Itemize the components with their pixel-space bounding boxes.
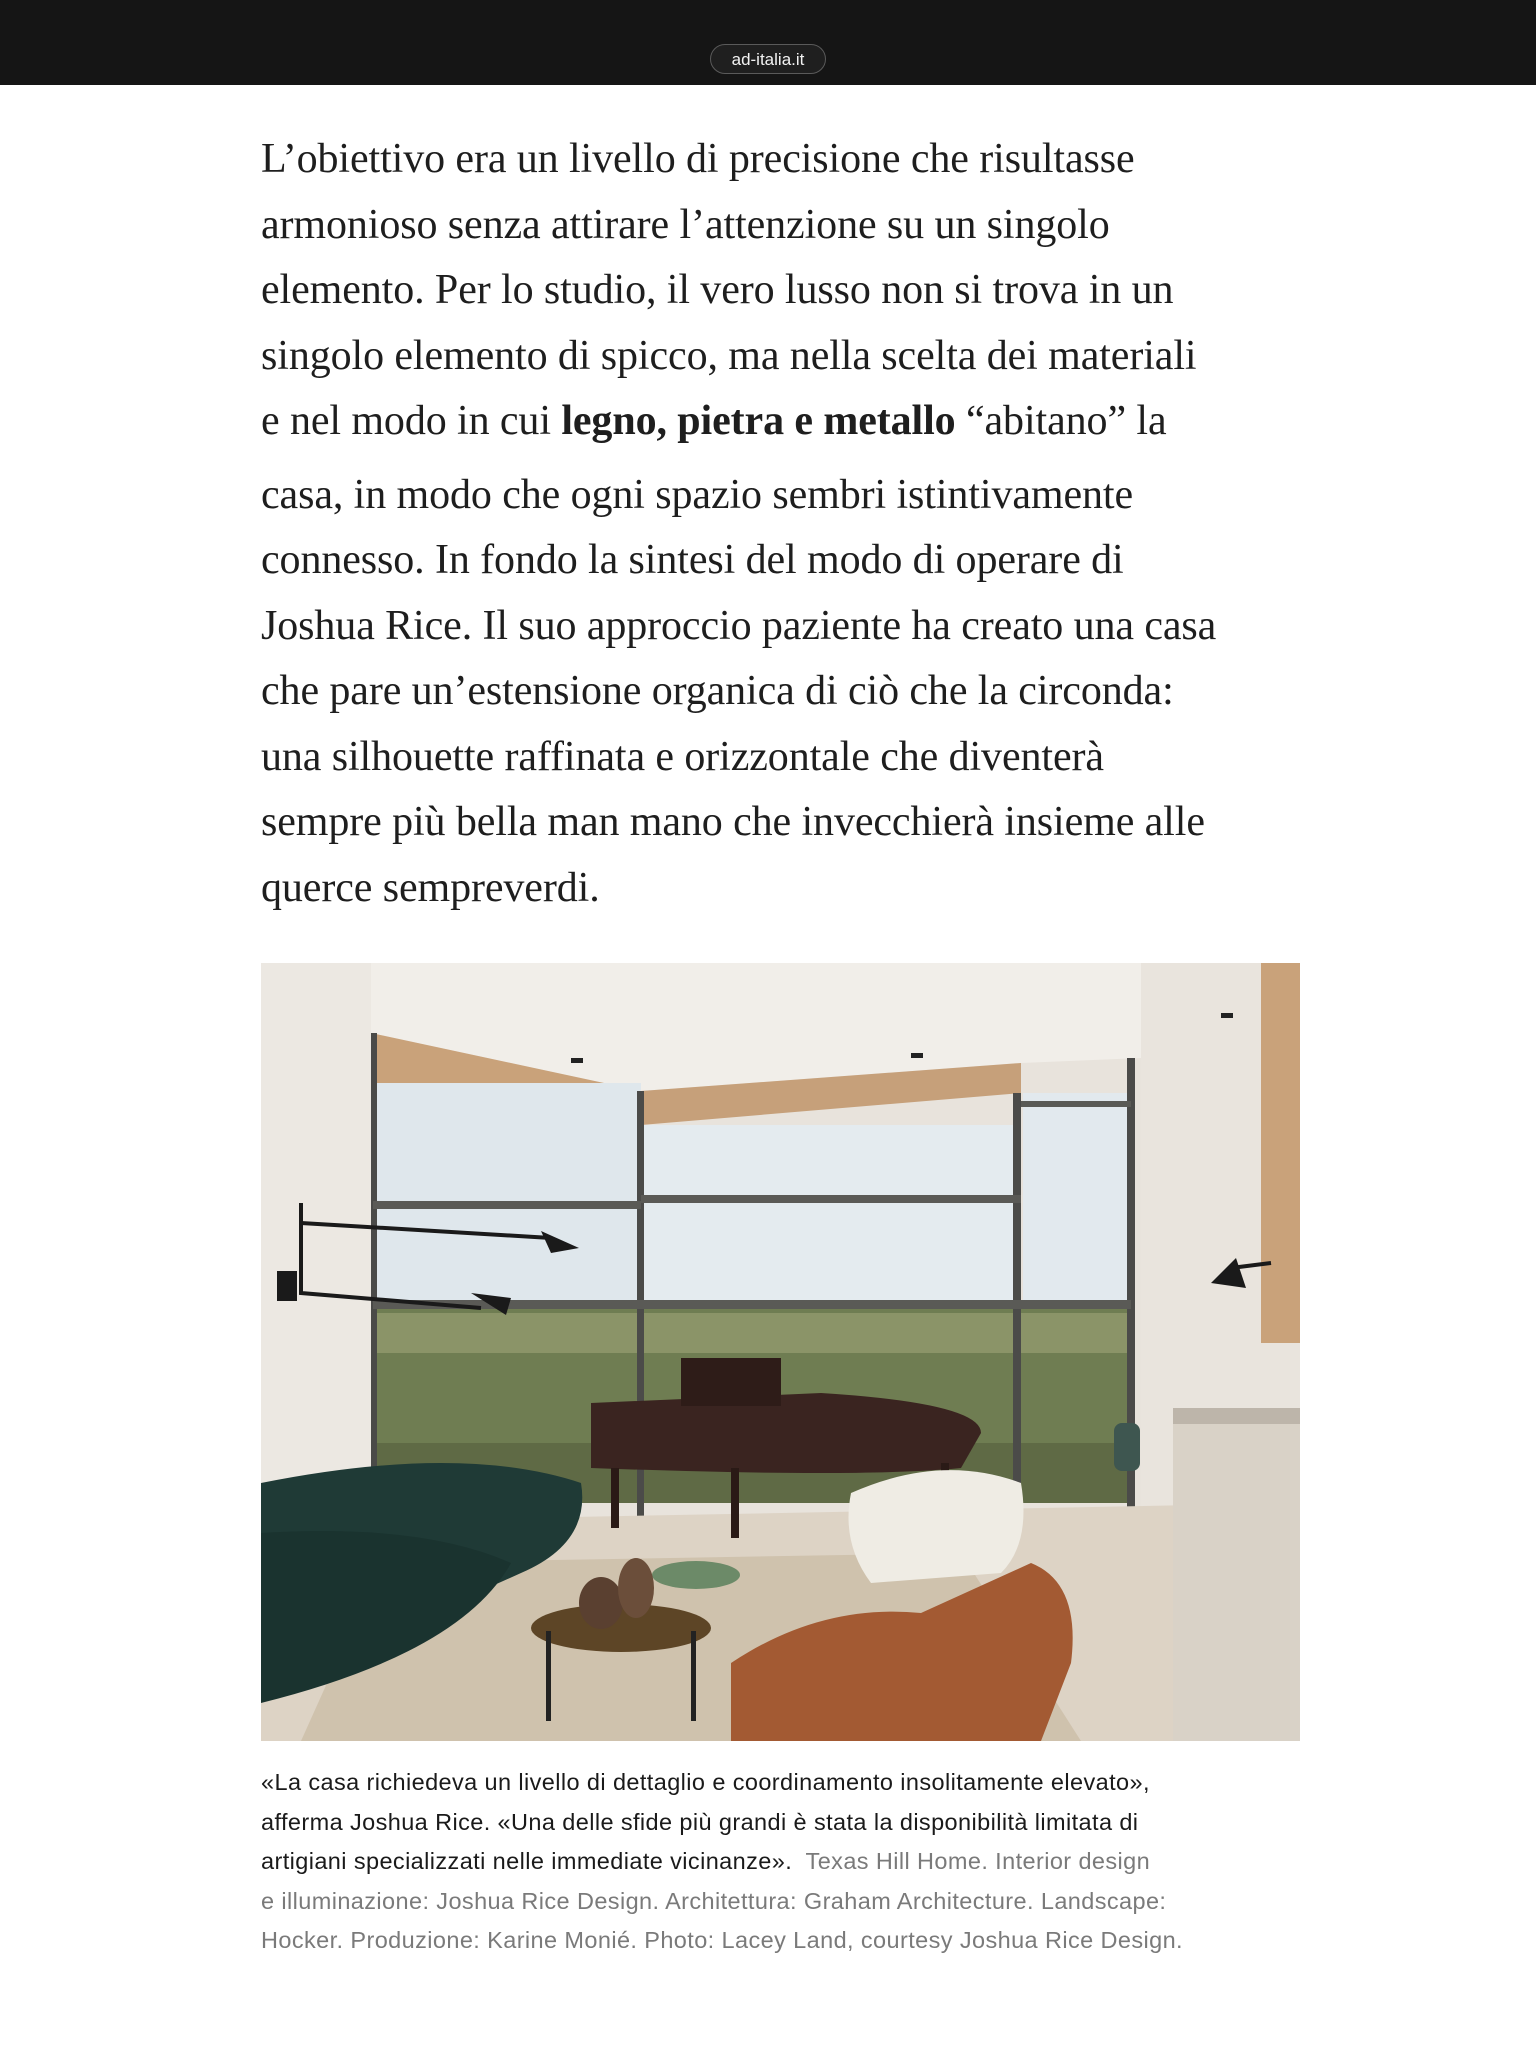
caption-quote: artigiani specializzati nelle immediate vicinanze». bbox=[261, 1848, 793, 1874]
caption-line: afferma Joshua Rice. «Una delle sfide più grandi è stata la disponibilità limitata di bbox=[261, 1808, 1139, 1835]
article-line: querce sempreverdi. bbox=[261, 864, 600, 911]
caption-credit-line: Hocker. Produzione: Karine Monié. Photo: Lacey Land, courtesy Joshua Rice Design. bbox=[261, 1927, 1183, 1953]
caption-credit-line: e illuminazione: Joshua Rice Design. Architettura: Graham Architecture. Landscape: bbox=[261, 1887, 1167, 1914]
article-line: casa, in modo che ogni spazio sembri istintivamente bbox=[261, 471, 1134, 518]
article-line: singolo elemento di spicco, ma nella scelta dei materiali bbox=[261, 332, 1197, 379]
interior-photo-illustration bbox=[261, 963, 1300, 1741]
article-bold-materials: legno, pietra e metallo bbox=[561, 398, 956, 444]
photo-caption bbox=[261, 1763, 1301, 1961]
caption-credit: Texas Hill Home. Interior design bbox=[792, 1848, 1151, 1874]
article-line: elemento. Per lo studio, il vero lusso non si trova in un bbox=[261, 267, 1174, 313]
caption-line bbox=[261, 1842, 1301, 1882]
article-text: “abitano” la bbox=[955, 398, 1167, 444]
article-text: e nel modo in cui bbox=[261, 398, 562, 444]
interior-photo bbox=[261, 963, 1300, 1741]
article-body bbox=[261, 127, 1301, 921]
browser-top-bar bbox=[0, 0, 1536, 85]
article-line: connesso. In fondo la sintesi del modo di operare di bbox=[261, 537, 1124, 583]
article-line: Joshua Rice. Il suo approccio paziente ha creato una casa bbox=[261, 602, 1217, 649]
caption-line: «La casa richiedeva un livello di dettaglio e coordinamento insolitamente elevato», bbox=[261, 1769, 1150, 1795]
article-line: armonioso senza attirare l’attenzione su un singolo bbox=[261, 201, 1110, 248]
article-line-materials bbox=[261, 389, 1301, 455]
article-line: una silhouette raffinata e orizzontale che diventerà bbox=[261, 733, 1104, 780]
url-address-pill[interactable]: ad-italia.it bbox=[710, 44, 826, 74]
article-line: L’obiettivo era un livello di precisione che risultasse bbox=[261, 136, 1135, 182]
article-line: sempre più bella man mano che invecchierà insieme alle bbox=[261, 799, 1205, 845]
article-line: che pare un’estensione organica di ciò che la circonda: bbox=[261, 668, 1174, 714]
